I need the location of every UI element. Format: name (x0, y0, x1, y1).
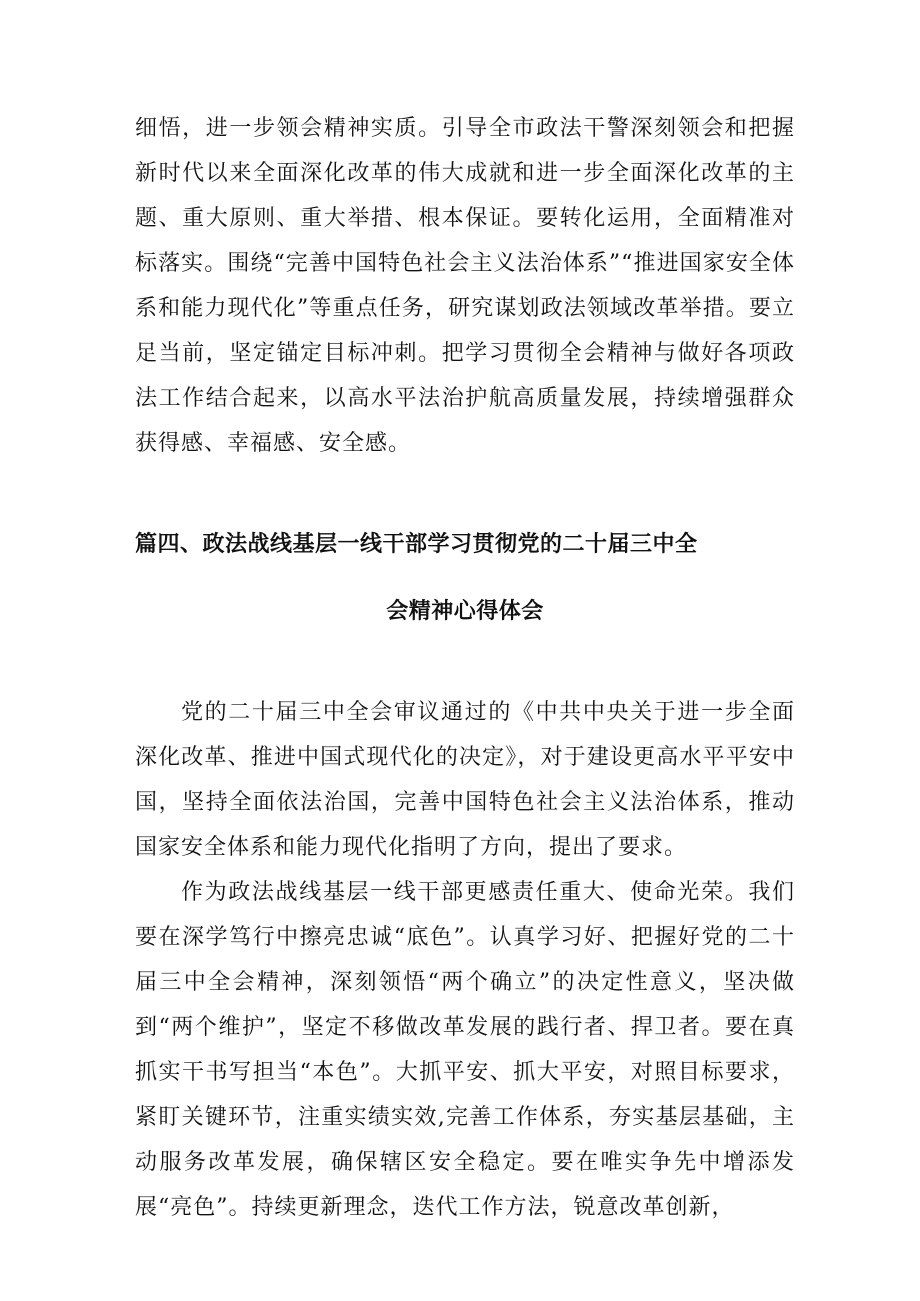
body-paragraph-1: 党的二十届三中全会审议通过的《中共中央关于进一步全面深化改革、推进中国式现代化的决定》，对于建设更高水平平安中国，坚持全面依法治国，完善中国特色社会主义法治体系，推动国家安全体系和能力现代化指明了方向，提出了要求。 (135, 700, 795, 860)
continuation-paragraph: 细悟，进一步领会精神实质。引导全市政法干警深刻领会和把握新时代以来全面深化改革的伟大成就和进一步全面深化改革的主题、重大原则、重大举措、根本保证。要转化运用，全面精准对标落实。围绕“完善中国特色社会主义法治体系”“推进国家安全体系和能力现代化”等重点任务，研究谋划政法领域改革举措。要立足当前，坚定锚定目标冲刺。把学习贯彻全会精神与做好各项政法工作结合起来，以高水平法治护航高质量发展，持续增强群众获得感、幸福感、安全感。 (135, 116, 795, 456)
body-paragraph-2: 作为政法战线基层一线干部更感责任重大、使命光荣。我们要在深学笃行中擦亮忠诚“底色”。认真学习好、把握好党的二十届三中全会精神，深刻领悟“两个确立”的决定性意义，坚决做到“两个维护”，坚定不移做改革发展的践行者、捍卫者。要在真抓实干书写担当“本色”。大抓平安、抓大平安，对照目标要求，紧盯关键环节，注重实绩实效,完善工作体系，夯实基层基础，主动服务改革发展，确保辖区安全稳定。要在唯实争先中增添发展“亮色”。持续更新理念，迭代工作方法，锐意改革创新， (135, 880, 795, 1220)
section-title-line-1: 篇四、政法战线基层一线干部学习贯彻党的二十届三中全 (135, 532, 698, 557)
section-title-line-2: 会精神心得体会 (386, 599, 544, 624)
document-body (135, 106, 795, 1230)
